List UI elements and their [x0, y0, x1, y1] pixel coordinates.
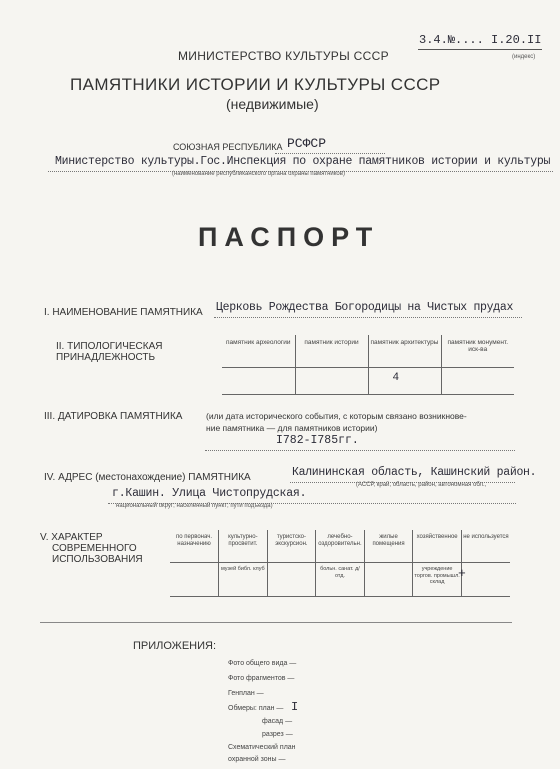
appendix-item-general-photo: Фото общего вида —	[228, 660, 297, 667]
dating-value: I782-I785гг.	[276, 434, 359, 447]
section2-label-2: ПРИНАДЛЕЖНОСТЬ	[56, 352, 156, 363]
usage-table	[170, 530, 510, 597]
section5-label-1: V. ХАРАКТЕР	[40, 532, 103, 543]
monument-name: Церковь Рождества Богородицы на Чистых прудах	[216, 301, 514, 314]
address-caption-1: (АССР, край, область, район, автономная обл.,	[356, 482, 487, 488]
index-caption: (индекс)	[512, 54, 536, 60]
usage-sub-cultural: музей библ. клуб	[219, 563, 268, 597]
republic-value: РСФСР	[287, 136, 327, 151]
address-line-1: Калининская область, Кашинский район.	[292, 466, 537, 479]
usage-sub-health: больн. санат. д/отд.	[316, 563, 365, 597]
typology-val-archaeology	[222, 368, 295, 395]
authority-value: Министерство культуры.Гос.Инспекция по охране памятников истории и культуры	[55, 155, 551, 168]
appendix-item-survey-plan: Обмеры: план —	[228, 705, 284, 712]
section3-label: III. ДАТИРОВКА ПАМЯТНИКА	[44, 411, 183, 422]
typology-val-monumental-art	[441, 368, 514, 395]
section5-label-3: ИСПОЛЬЗОВАНИЯ	[52, 554, 143, 565]
section1-label: I. НАИМЕНОВАНИЕ ПАМЯТНИКА	[44, 307, 203, 318]
section5-label-2: СОВРЕМЕННОГО	[52, 543, 137, 554]
usage-sub-tourist	[267, 563, 316, 597]
section4-label: IV. АДРЕС (местонахождение) ПАМЯТНИКА	[44, 472, 251, 483]
appendix-item-facade: фасад —	[262, 718, 293, 725]
section3-note-2: ние памятника — для памятников истории)	[206, 423, 378, 433]
registry-subtitle: (недвижимые)	[226, 96, 319, 112]
usage-col-health: лечебно-оздоровительн.	[316, 530, 365, 563]
usage-col-cultural: культурно-просветит.	[219, 530, 268, 563]
passport-title: ПАСПОРТ	[198, 222, 380, 252]
appendix-item-site-plan: Генплан —	[228, 690, 264, 697]
usage-col-economic: хозяйственное	[413, 530, 462, 563]
index-value: 3.4.№.... I.20.II	[419, 33, 542, 47]
typology-val-history	[295, 368, 368, 395]
registry-title: ПАМЯТНИКИ ИСТОРИИ И КУЛЬТУРЫ СССР	[70, 75, 441, 94]
appendix-item-fragment-photo: Фото фрагментов —	[228, 675, 295, 682]
authority-caption: (наименование республиканского органа охраны памятников)	[172, 171, 345, 177]
usage-col-unused: не используется	[461, 530, 510, 563]
usage-col-tourist: туристско-экскурсион.	[267, 530, 316, 563]
typology-col-monumental-art: памятник монумент. иск-ва	[441, 335, 514, 368]
appendix-plan-mark: I	[291, 700, 299, 714]
typology-col-archaeology: памятник археологии	[222, 335, 295, 368]
address-caption-2: национальный округ; населенный пункт; пути подъезда)	[116, 503, 273, 509]
usage-sub-unused	[461, 563, 510, 597]
address-line-2: г.Кашин. Улица Чистопрудская.	[112, 487, 307, 500]
ministry-heading: МИНИСТЕРСТВО КУЛЬТУРЫ СССР	[178, 49, 389, 63]
usage-col-residential: жилые помещения	[364, 530, 413, 563]
usage-sub-original	[170, 563, 219, 597]
section2-label-1: II. ТИПОЛОГИЧЕСКАЯ	[56, 341, 163, 352]
appendix-item-schematic-plan: Схематический план	[228, 744, 296, 751]
section3-note-1: (или дата исторического события, с которым связано возникнове-	[206, 411, 467, 421]
republic-label: СОЮЗНАЯ РЕСПУБЛИКА	[173, 142, 283, 152]
typology-col-history: памятник истории	[295, 335, 368, 368]
typology-val-architecture: 4	[368, 368, 441, 395]
typology-col-architecture: памятник архитектуры	[368, 335, 441, 368]
usage-col-original: по первонач. назначению	[170, 530, 219, 563]
usage-sub-residential	[364, 563, 413, 597]
typology-table	[222, 335, 514, 395]
usage-mark: +	[458, 566, 466, 581]
usage-sub-economic: учреждение торгов. промышл. склад	[413, 563, 462, 597]
appendix-item-protection-zone: охранной зоны —	[228, 756, 286, 763]
appendix-item-section: разрез —	[262, 731, 293, 738]
appendix-label: ПРИЛОЖЕНИЯ:	[133, 640, 217, 652]
